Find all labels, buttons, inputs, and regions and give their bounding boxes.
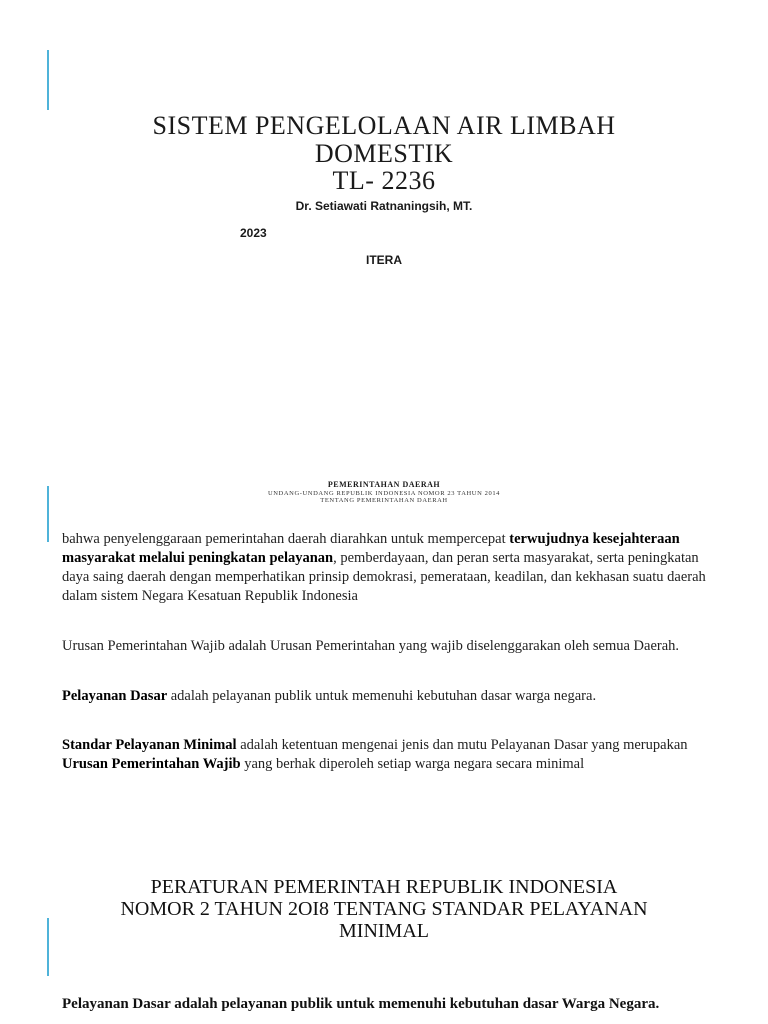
p4-text-mid: adalah ketentuan mengenai jenis dan mutu Pelayanan Dasar yang merupakan [236, 737, 688, 753]
slide2-paragraph-1 [62, 530, 722, 606]
p3-text-bold: Pelayanan Dasar [62, 688, 168, 704]
slide2-heading: PEMERINTAHAN DAERAH [327, 480, 441, 489]
slide1-accent-bar [47, 50, 49, 110]
slide2-subheading-line2: TENTANG PEMERINTAHAN DAERAH [320, 497, 448, 504]
slide3-heading-line1: PERATURAN PEMERINTAH REPUBLIK INDONESIA [150, 876, 618, 898]
slide1-title-line2: DOMESTIK [314, 139, 454, 168]
slide3-heading-line2: NOMOR 2 TAHUN 2OI8 TENTANG STANDAR PELAYANAN [120, 898, 648, 920]
p1-text-post: , pemberdayaan, dan peran serta masyarakat, serta peningkatan daya saing daerah dengan memperhatikan prinsip demokrasi, pemerataan, keadilan, dan kekhasan suatu daerah dalam sistem Negara Kesatuan Republik Indonesia [62, 550, 706, 604]
slide2-subheading-line1: UNDANG-UNDANG REPUBLIK INDONESIA NOMOR 23 TAHUN 2014 [267, 490, 501, 497]
slide1-course-code: TL- 2236 [332, 166, 436, 195]
p1-text-bold: terwujudnya kesejahteraan masyarakat melalui peningkatan pelayanan [62, 531, 680, 566]
slide1-author: Dr. Setiawati Ratnaningsih, MT. [295, 199, 473, 213]
slide3-paragraph: Pelayanan Dasar adalah pelayanan publik untuk memenuhi kebutuhan dasar Warga Negara. [62, 996, 660, 1012]
p1-text-pre: bahwa penyelenggaraan pemerintahan daerah diarahkan untuk mempercepat [62, 531, 510, 547]
p4-text-bold2: Urusan Pemerintahan Wajib [62, 756, 241, 772]
slide2-paragraph-4 [62, 736, 722, 774]
p4-text-post: yang berhak diperoleh setiap warga negara secara minimal [240, 756, 585, 772]
slide1-institution: ITERA [366, 253, 402, 267]
slide1-title-line1: SISTEM PENGELOLAAN AIR LIMBAH [152, 111, 616, 140]
p3-text-post: adalah pelayanan publik untuk memenuhi kebutuhan dasar warga negara. [167, 688, 597, 704]
p4-text-bold1: Standar Pelayanan Minimal [62, 737, 237, 753]
slide2-paragraph-3 [62, 687, 722, 706]
slide3-heading-line3: MINIMAL [339, 920, 429, 942]
slide1-year: 2023 [240, 226, 267, 240]
slide2-paragraph-2: Urusan Pemerintahan Wajib adalah Urusan Pemerintahan yang wajib diselenggarakan oleh semua Daerah. [62, 638, 680, 654]
